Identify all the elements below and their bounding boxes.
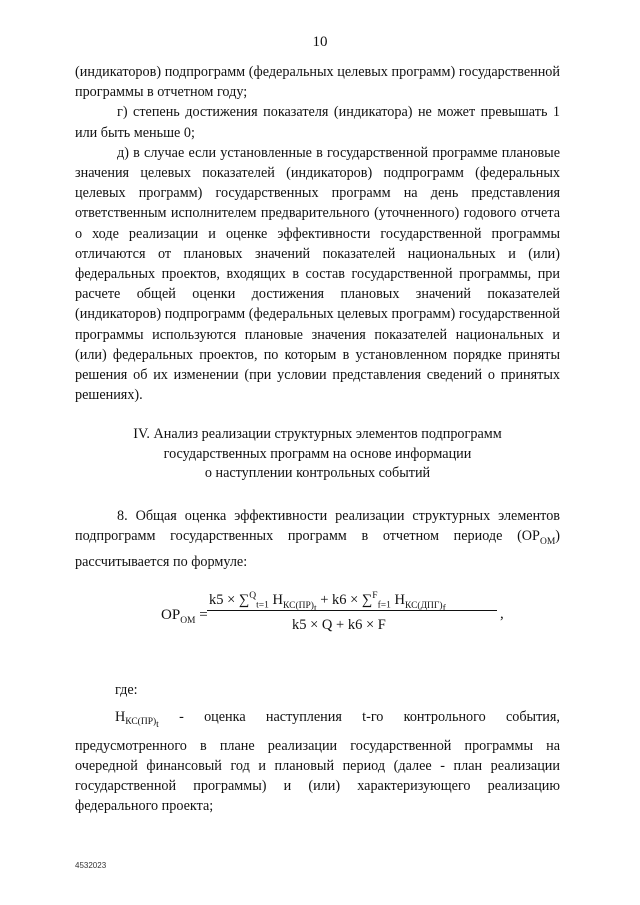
- paragraph-item-d: д) в случае если установленные в государственной программе плановые значения целевых показателей (индикаторов) подпрограмм (федеральных целевых программ) государственных программ на день представления ответственным исполнителем предварительного (уточненного) годового отчета о ходе реализации и оценке эффективности государственной программы отличаются от плановых значений показателей национальных и (или) федеральных проектов, входящих в состав государственной программы, при расчете общей оценки достижения плановых значений показателей (индикаторов) подпрограмм (федеральных целевых программ) государственной программы используются плановые значения показателей национальных и (или) федеральных проектов, по которым в установленном порядке приняты решения об их изменении (при условии представления сведений о принятых решениях).: [75, 144, 560, 404]
- sum-symbol: ∑: [361, 592, 373, 609]
- formula-lhs-subscript: ОМ: [180, 616, 196, 627]
- sum-upper-limit: Q: [249, 591, 257, 602]
- formula-h1-index: t: [313, 604, 317, 614]
- definition-dash: -: [179, 708, 184, 725]
- definition-symbol: [115, 707, 159, 736]
- sum-lower-limit: t=1: [256, 601, 269, 612]
- formula-h2-subscript: КС(ДПГ): [404, 601, 443, 612]
- formula-h2: Н: [394, 592, 405, 609]
- footer-document-code: 4532023: [75, 861, 107, 870]
- definition-symbol-subscript: КС(ПР): [125, 717, 157, 728]
- definition-word: события,: [505, 708, 560, 725]
- sum-symbol: ∑: [238, 592, 250, 609]
- definition-symbol-letter: Н: [115, 708, 126, 725]
- section-heading-line: IV. Анализ реализации структурных элементов подпрограмм: [133, 426, 502, 443]
- definition-word: наступления: [265, 708, 342, 725]
- formula-lhs: [161, 605, 208, 631]
- formula-lhs-symbol: ОР: [161, 607, 181, 624]
- definition-word: оценка: [204, 708, 246, 725]
- definition-word: t-го: [362, 708, 384, 725]
- section-heading-line: государственных программ на основе информации: [163, 445, 472, 462]
- formula-denominator: k5 × Q + k6 × F: [292, 617, 386, 634]
- item8-text: 8. Общая оценка эффективности реализации структурных элементов подпрограмм государственных программ в отчетном периоде (ОР: [75, 507, 560, 545]
- definition-symbol-index: t: [156, 720, 159, 731]
- formula-h1-subscript: КС(ПР): [283, 601, 314, 612]
- paragraph-item-g: г) степень достижения показателя (индикатора) не может превышать 1 или быть меньше 0;: [75, 104, 560, 141]
- formula-h1: Н: [272, 592, 284, 609]
- item8-tail: ) рассчитывается по формуле:: [75, 528, 560, 571]
- item8-subscript: ОМ: [539, 536, 556, 547]
- page-number: 10: [312, 34, 328, 50]
- where-label: где:: [115, 682, 138, 699]
- formula-h2-index: f: [442, 604, 446, 614]
- definition-continuation: предусмотренного в плане реализации государственной программы на очередной финансовый год и плановый период (далее - план реализации государственной программы) и (или) характеризующего реализацию федерального проекта;: [75, 737, 560, 815]
- document-body: [75, 62, 560, 816]
- definition-word: контрольного: [403, 708, 486, 725]
- definition-first-line: [115, 707, 560, 736]
- fraction-bar: [207, 610, 497, 611]
- formula-k6: + k6 ×: [316, 592, 362, 609]
- formula-k5: k5 ×: [209, 592, 239, 609]
- formula-comma: ,: [500, 606, 504, 623]
- sum-upper-limit: F: [372, 591, 378, 602]
- sum-lower-limit: f=1: [377, 601, 391, 612]
- paragraph-indicators: (индикаторов) подпрограмм (федеральных целевых программ) государственной программы в отчетном году;: [75, 64, 560, 101]
- formula-numerator: [209, 586, 446, 619]
- formula: [75, 584, 560, 654]
- paragraph-item-8: [75, 506, 560, 572]
- section-heading: [75, 425, 560, 484]
- formula-equals: =: [199, 607, 208, 624]
- section-heading-line: о наступлении контрольных событий: [204, 465, 431, 482]
